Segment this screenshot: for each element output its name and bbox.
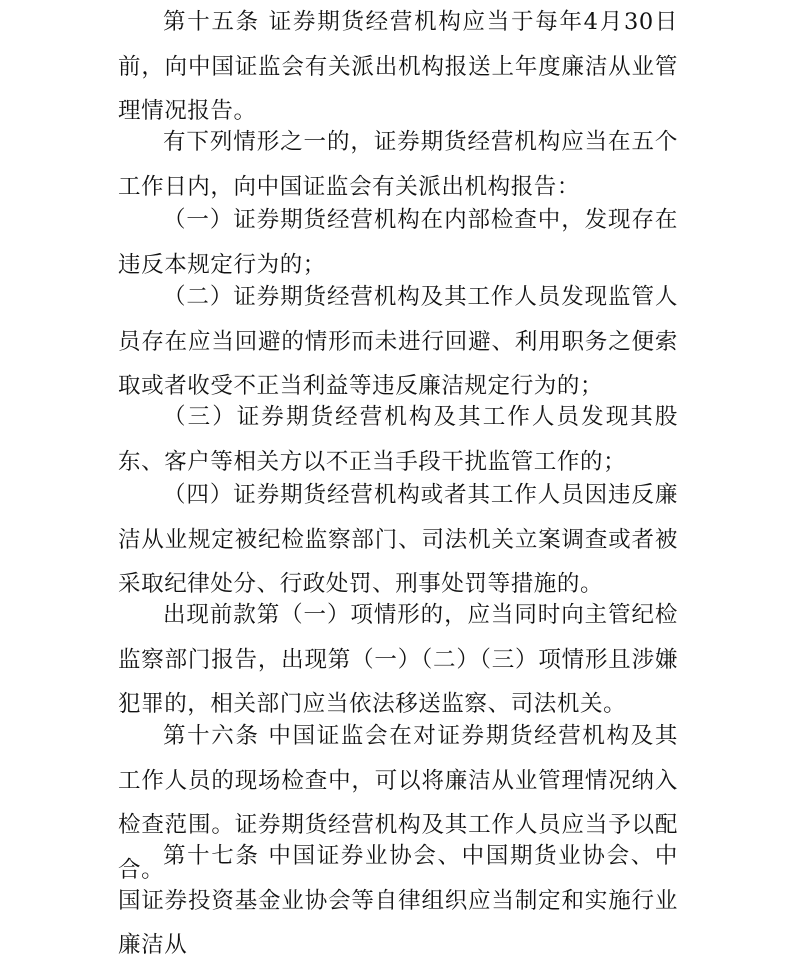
- reporting-requirement-paragraph: 出现前款第（一）项情形的，应当同时向主管纪检监察部门报告，出现第（一）（二）（三）项情形且涉嫌犯罪的，相关部门应当依法移送监察、司法机关。: [118, 602, 678, 717]
- circumstance-item-4: （四）证券期货经营机构或者其工作人员因违反廉洁从业规定被纪检监察部门、司法机关立案调查或者被采取纪律处分、行政处罚、刑事处罚等措施的。: [118, 482, 678, 597]
- circumstance-item-2: （二）证券期货经营机构及其工作人员发现监管人员存在应当回避的情形而未进行回避、利用职务之便索取或者收受不正当利益等违反廉洁规定行为的；: [118, 284, 678, 399]
- article-17-paragraph: 第十七条 中国证券业协会、中国期货业协会、中国证券投资基金业协会等自律组织应当制定和实施行业廉洁从: [118, 843, 678, 958]
- article-15-paragraph: 第十五条 证券期货经营机构应当于每年4月30日前，向中国证监会有关派出机构报送上年度廉洁从业管理情况报告。: [118, 9, 678, 124]
- circumstance-item-3: （三）证券期货经营机构及其工作人员发现其股东、客户等相关方以不正当手段干扰监管工作的；: [118, 404, 678, 475]
- article-16-paragraph: 第十六条 中国证监会在对证券期货经营机构及其工作人员的现场检查中，可以将廉洁从业管理情况纳入检查范围。证券期货经营机构及其工作人员应当予以配合。: [118, 723, 678, 883]
- report-circumstances-intro: 有下列情形之一的，证券期货经营机构应当在五个工作日内，向中国证监会有关派出机构报告：: [118, 129, 678, 200]
- circumstance-item-1: （一）证券期货经营机构在内部检查中，发现存在违反本规定行为的；: [118, 207, 678, 278]
